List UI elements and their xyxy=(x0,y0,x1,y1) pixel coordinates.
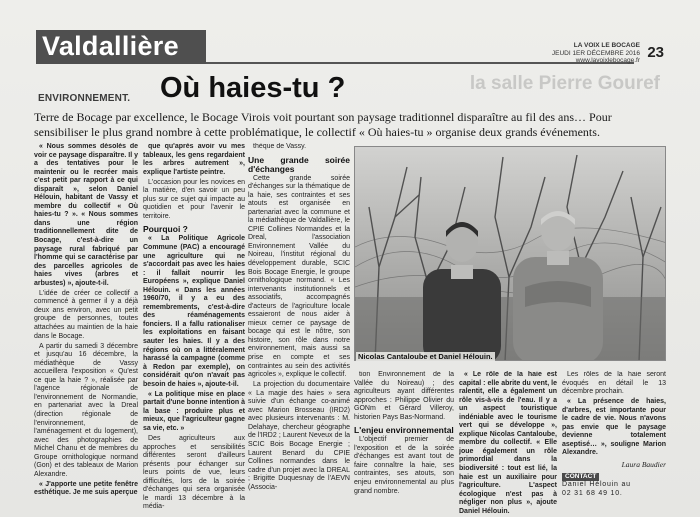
article-paragraph: « La présence de haies, d'arbres, est importante pour le cadre de vie. Nous n'avons pas envie que le paysage devienne totalement aseptisé… », souligne Marion Alexandre. xyxy=(562,398,666,457)
article-paragraph: Des agriculteurs aux approches et sensibilités différentes seront d'ailleurs présents pour échanger sur leurs points de vue, leurs difficultés, lors de la soirée d'échanges qui sera organisée le mardi 13 décembre à la média- xyxy=(143,435,245,511)
section-title: Valdallière xyxy=(42,31,179,61)
article-paragraph: Les rôles de la haie seront évoqués en détail le 13 décembre prochain. xyxy=(562,371,666,396)
section-banner xyxy=(36,30,206,64)
article-paragraph: thèque de Vassy. xyxy=(253,143,307,150)
article-paragraph: « Nous sommes désolés de voir ce paysage disparaître. Il y a des tentatives pour le maintenir ou le recréer mais c'est petit par rapport à ce qui disparaît », selon Daniel Hélouin, habitant de Vassy et membre du collectif « Où haies-tu ? ». « Nous sommes dans une région traditionnellement dite de Bocage, c'est-à-dire un paysage rural fabriqué par l'homme qui se caractérise par des parcelles agricoles de haies vives (arbres et arbustes) », ajoute-t-il. xyxy=(34,143,138,287)
photo-caption: Nicolas Cantaloube et Daniel Hélouin. xyxy=(358,352,493,361)
article-column-2 xyxy=(143,143,245,515)
page-number: 23 xyxy=(647,44,664,61)
ghost-bleed-text: la salle Pierre Gouref xyxy=(469,73,660,94)
contact-phone: 02 31 68 49 10. xyxy=(562,489,623,497)
article-paragraph: « J'apporte une petite fenêtre esthétique. Je me suis aperçue xyxy=(34,480,138,497)
article-paragraph: A partir du samedi 3 décembre et jusqu'au 16 décembre, la médiathèque de Vassy accueillera l'exposition « Qu'est ce que la haie ? », réalisée par l'agence régionale de l'environnement de Normandie, en partenariat avec la Dreal (direction régionale de l'environnement, de l'aménagement et du logement), avec des photographies de Michel Chanu et de membres du Groupe ornithologique normand (Gon) et des tableaux de Marion Alexandre. xyxy=(34,342,138,478)
article-photo xyxy=(354,146,666,361)
contact-box xyxy=(562,473,666,499)
article-column-4 xyxy=(354,371,454,517)
subhead: Pourquoi ? xyxy=(143,224,188,235)
article-column-3 xyxy=(248,143,350,515)
subhead: Une grande soirée d'échanges xyxy=(248,154,350,174)
folio-publication: LA VOIX LE BOCAGE xyxy=(573,42,640,49)
article-paragraph: « La politique mise en place partait d'une bonne intention à la base : produire plus et mieux, que l'agriculteur gagne sa vie, etc. » xyxy=(143,390,245,432)
article-paragraph: L'objectif premier de l'exposition et de la soirée d'échanges est avant tout de faire connaître la haie, ses contraintes, ses atouts, son enjeu environnemental au plus grand nombre. xyxy=(354,436,454,495)
subhead: L'enjeu environnemental xyxy=(354,425,454,436)
article-paragraph: « La Politique Agricole Commune (PAC) a encouragé une agriculture qui ne s'accordait pas avec les haies : il fallait nourrir les Européens », explique Daniel Hélouin. « Dans les années 1960/70, il y a eu des remembrements, c'est-à-dire des réaménagements fonciers. Il a fallu rationaliser les exploitations en faisant sauter les haies. Il y a des régions où on a littéralement harassé la campagne (comme à Redon par exemple), on considérait qu'on n'avait pas besoin de haies », ajoute-t-il. xyxy=(143,235,245,388)
article-paragraph: tion Environnement de la Vallée du Noireau) ; des agriculteurs ayant différentes approches : Philippe Olivier du GONm et Gérard Villeroy, historien Pays Bas-Normand. xyxy=(354,371,454,421)
lead-paragraph: Terre de Bocage par excellence, le Bocage Virois voit pourtant son paysage traditionnel disparaître au fil des ans… Pour sensibiliser le plus grand nombre à cette problématique, le collectif « Où haies-tu » organise deux grands événements. xyxy=(34,110,612,139)
folio-url: www.lavoixlebocage.fr xyxy=(575,57,640,64)
folio xyxy=(552,42,640,65)
article-paragraph: La projection du documentaire « La magie des haies » sera suivie d'un échange co-animé avec Marion Brosseau (IRD2) avec plusieurs intervenants : M. Delahaye, chercheur géographe de l'IRD2 ; Laurent Neveux de la SCIC Bois Bocage Energie ; Laurent Benard du CPIE Collines normandes dans le cadre d'un projet avec la DREAL ; Brigitte Duquesnay de l'AEVN (Associa- xyxy=(248,381,350,491)
kicker: ENVIRONNEMENT. xyxy=(38,93,131,104)
article-paragraph: « Le rôle de la haie est capital : elle abrite du vent, le ralentit, elle a également un rôle vis-à-vis de l'eau. Il y a un aspect touristique indéniable avec le tourisme vert qui se développe », explique Nicolas Cantaloube, membre du collectif. « Elle joue également un rôle primordial dans la biodiversité : tout est lié, la haie est un auxiliaire pour l'agriculture. L'aspect écologique n'est pas à négliger non plus », ajoute Daniel Hélouin. xyxy=(459,371,557,515)
contact-name: Daniel Hélouin au xyxy=(562,481,631,489)
byline: Laura Baudier xyxy=(621,459,666,469)
article-column-6 xyxy=(562,371,666,517)
article-column-5 xyxy=(459,371,557,517)
article-paragraph: L'occasion pour les novices en la matière, d'en savoir un peu plus sur ce sujet qui impacte au quotidien et pour l'avenir le territoire. xyxy=(143,178,245,220)
photo-two-men-in-front-of-hedge xyxy=(355,147,666,361)
column-6-body xyxy=(562,371,666,458)
article-paragraph: que qu'après avoir vu mes tableaux, les gens regardaient les arbres autrement », explique l'artiste peintre. xyxy=(143,143,245,176)
article-paragraph: Cette grande soirée d'échanges sur la thématique de la haie, ses contraintes et ses atouts est organisée en partenariat avec la commune et la médiathèque de Valdallière, le CPIE Collines Normandes et la Dreal, l'association Environnement Vallée du Noireau, l'institut régional du développement durable, SCIC Bois Bocage Energie, le groupe ornithologique normand. « Les intervenants institutionnels et associatifs, accompagnés d'acteurs de l'agriculture locale essaieront de nous aider à mieux cerner ce paysage de bocage qui est le nôtre, son histoire, son rôle dans notre environnement, mais aussi sa prise en compte et ses contraintes au sein des activités agricoles », explique le collectif. xyxy=(248,174,350,379)
article-column-1 xyxy=(34,143,138,515)
headline: Où haies-tu ? xyxy=(160,72,346,104)
article-paragraph: L'idée de créer ce collectif a commencé à germer il y a déjà deux ans environ, avec un petit groupe de personnes, toutes attachées au maintien de la haie dans le Bocage. xyxy=(34,289,138,340)
contact-label: CONTACT xyxy=(562,473,599,481)
folio-date: JEUDI 1ER DÉCEMBRE 2016 xyxy=(551,49,640,57)
